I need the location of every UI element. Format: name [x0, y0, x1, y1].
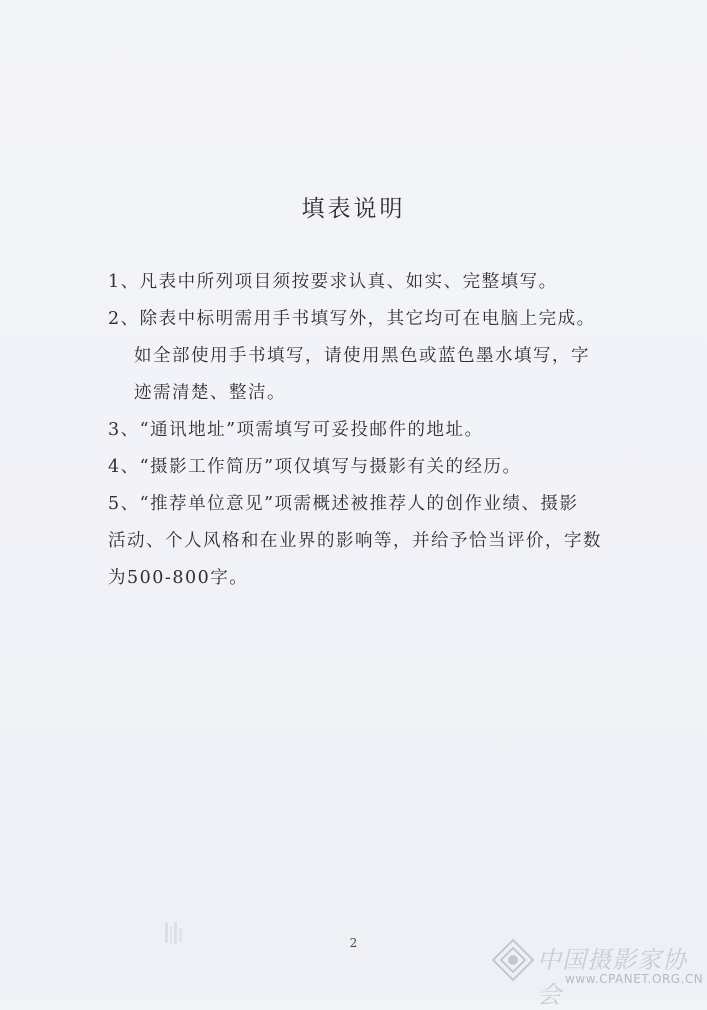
- instruction-line: 2、除表中标明需用手书填写外，其它均可在电脑上完成。: [108, 309, 596, 329]
- instruction-line: 活动、个人风格和在业界的影响等，并给予恰当评价，字数: [108, 531, 602, 551]
- instruction-line: 3、“通讯地址”项需填写可妥投邮件的地址。: [108, 420, 484, 440]
- page-title: 填表说明: [301, 196, 406, 222]
- page-number: 2: [349, 936, 358, 950]
- watermark-url: www.CPANET.ORG.CN: [565, 972, 704, 986]
- instruction-item-3: [108, 412, 608, 449]
- instruction-list: [108, 264, 608, 597]
- instruction-line: 迹需清楚、整洁。: [134, 383, 286, 403]
- instruction-line: 如全部使用手书填写，请使用黑色或蓝色墨水填写，字: [134, 346, 590, 366]
- instruction-line: 1、凡表中所列项目须按要求认真、如实、完整填写。: [108, 272, 558, 292]
- instruction-item-5: [108, 486, 608, 597]
- association-logo-icon: [489, 936, 537, 984]
- watermark-name: 中国摄影家协会: [537, 946, 687, 1009]
- instruction-item-2: [108, 301, 608, 412]
- instruction-item-1: [108, 264, 608, 301]
- instruction-item-4: [108, 449, 608, 486]
- instruction-line: 为500-800字。: [108, 568, 249, 588]
- watermark: [489, 932, 704, 1009]
- instruction-line: 5、“推荐单位意见”项需概述被推荐人的创作业绩、摄影: [108, 494, 579, 514]
- instruction-line: 4、“摄影工作简历”项仅填写与摄影有关的经历。: [108, 457, 522, 477]
